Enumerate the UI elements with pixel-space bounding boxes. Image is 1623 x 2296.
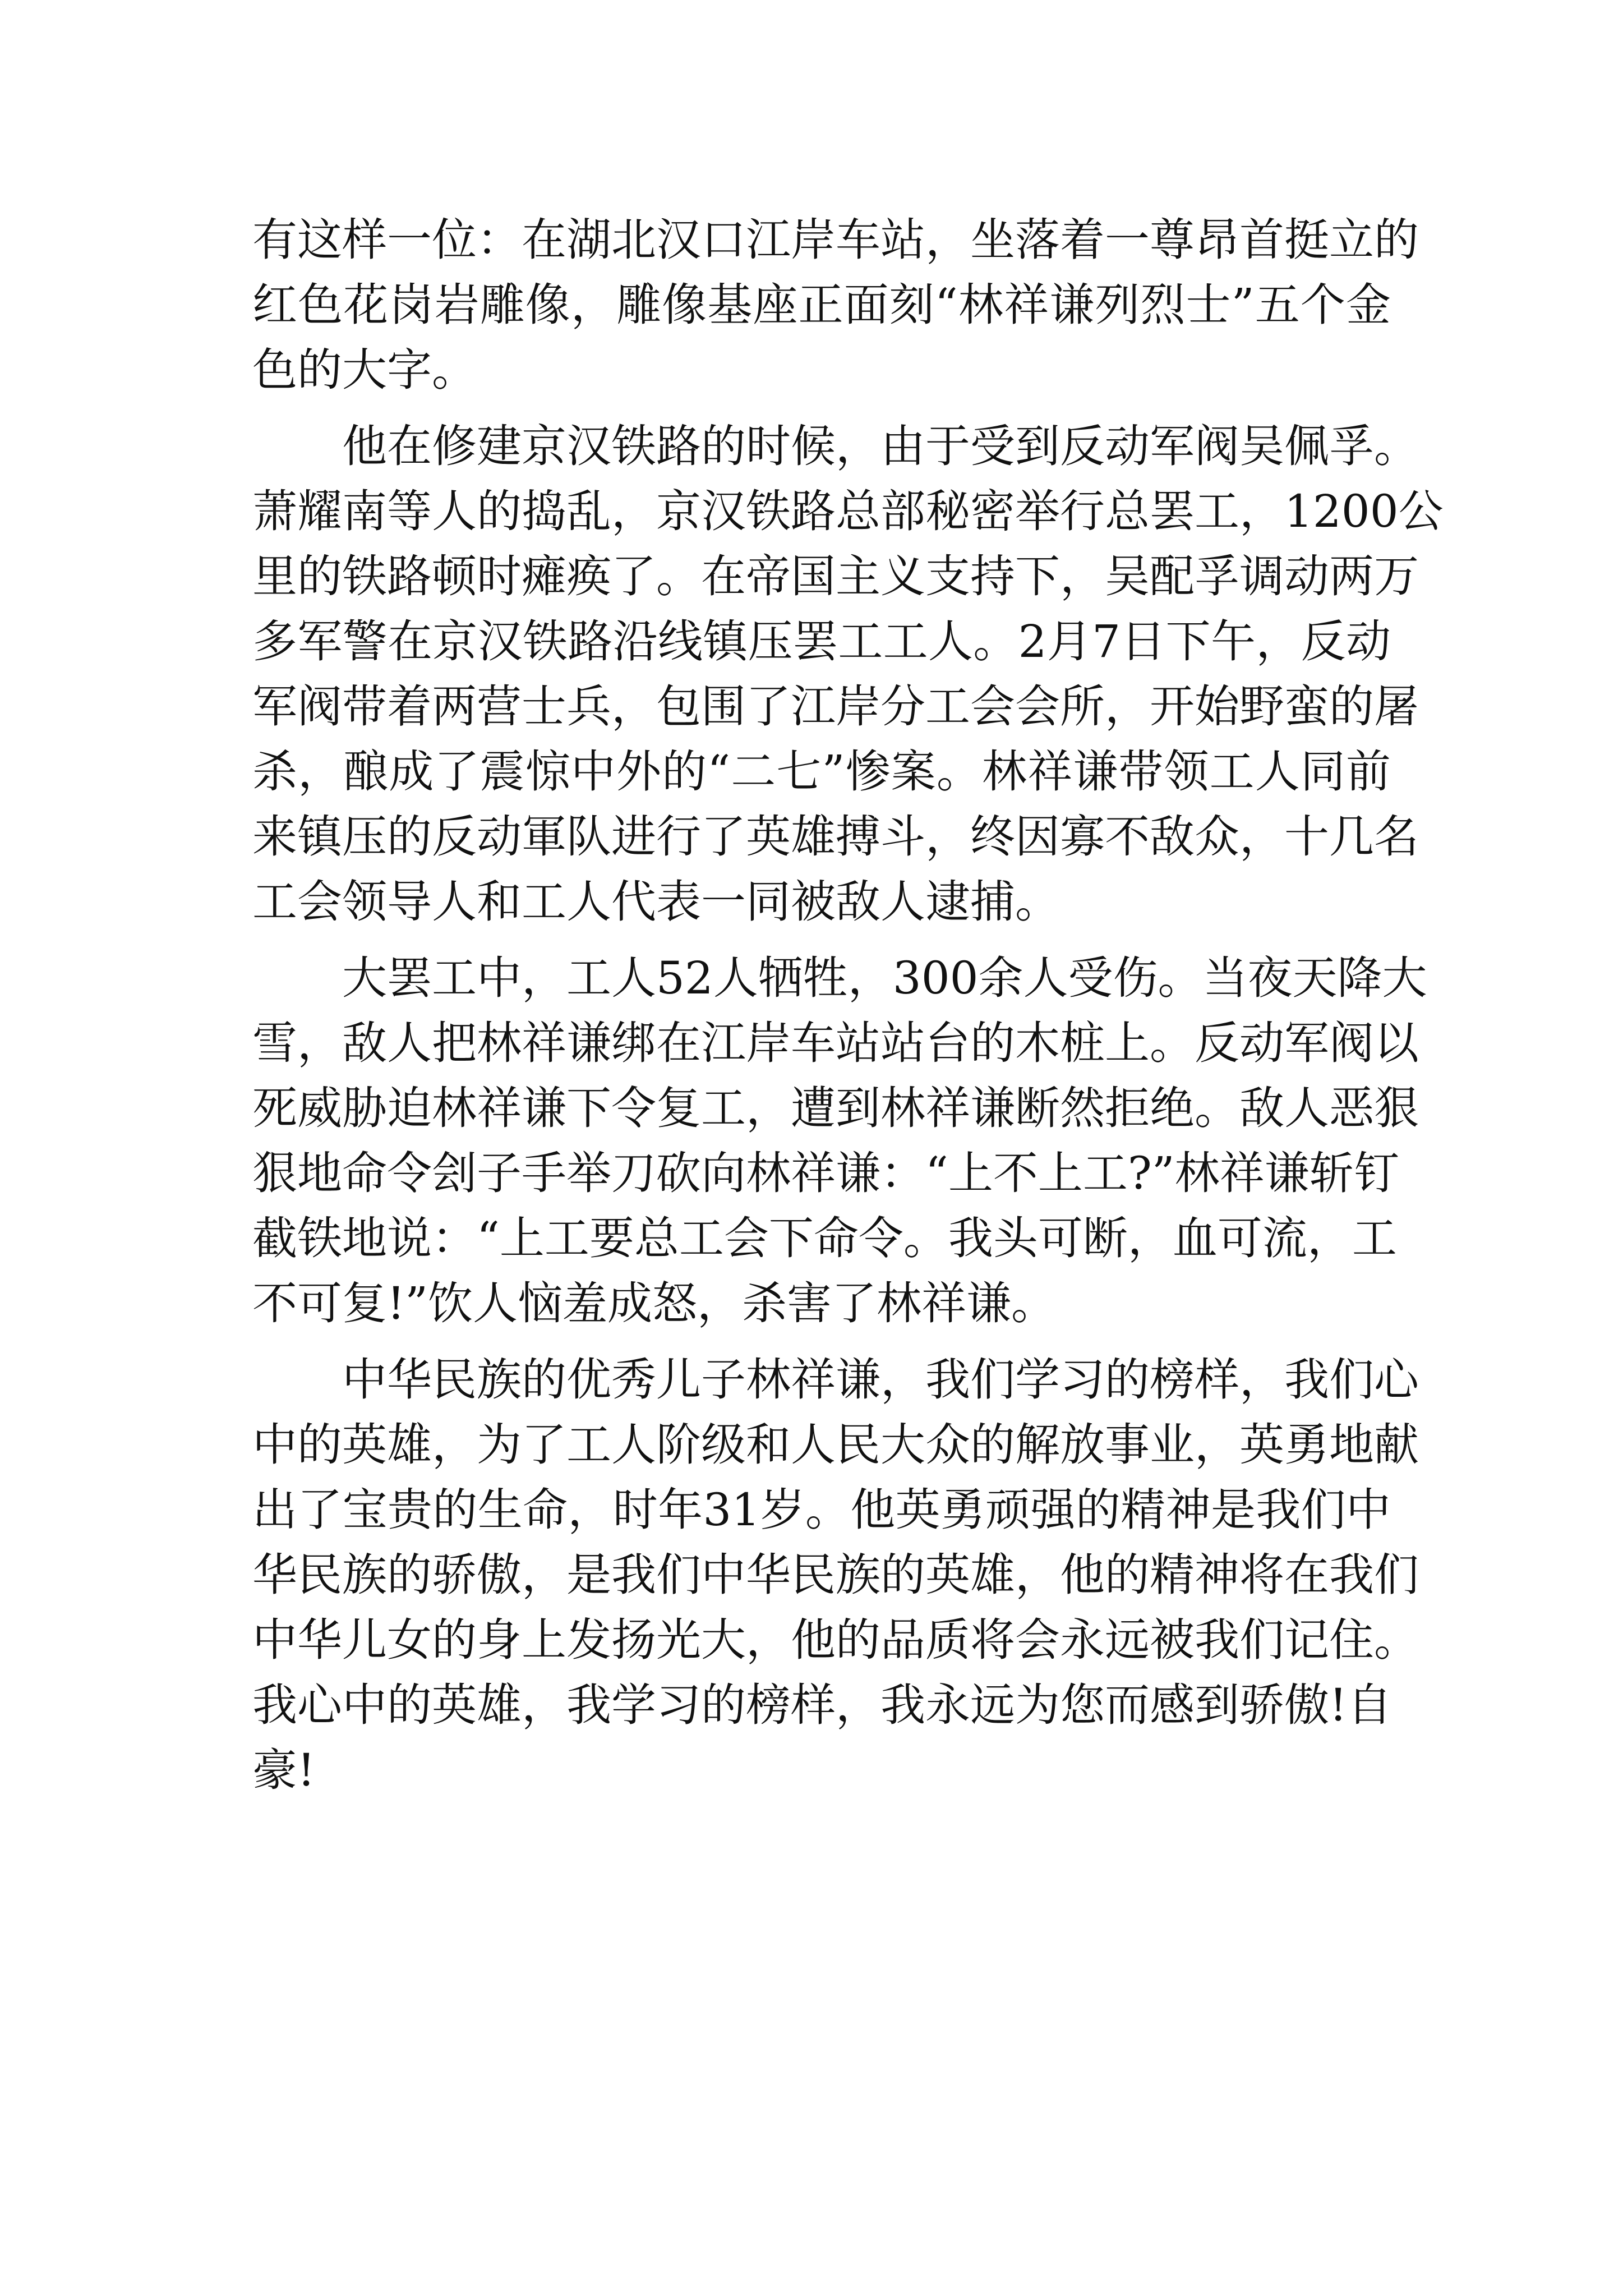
paragraph-first-line: 大罢工中，工人52人牺牲，300余人受伤。当夜天降大 — [342, 952, 1427, 1004]
text-line: 杀，酿成了震惊中外的“二七”惨案。林祥谦带领工人同前 — [252, 746, 1391, 798]
text-line: 雪，敌人把林祥谦绑在江岸车站站台的木桩上。反动军阀以 — [252, 1017, 1419, 1069]
text-line: 色的大字。 — [252, 344, 477, 396]
text-line: 死威胁迫林祥谦下令复工，遭到林祥谦断然拒绝。敌人恶狠 — [252, 1082, 1419, 1134]
text-line: 截铁地说：“上工要总工会下命令。我头可断，血可流，工 — [252, 1212, 1397, 1264]
text-line: 红色花岗岩雕像，雕像基座正面刻“林祥谦列烈士”五个金 — [252, 279, 1391, 331]
text-line: 不可复!”饮人恼羞成怒，杀害了林祥谦。 — [252, 1277, 1057, 1329]
text-line: 狠地命令刽子手举刀砍向林祥谦：“上不上工?”林祥谦斩钉 — [252, 1147, 1399, 1199]
text-line: 萧耀南等人的捣乱，京汉铁路总部秘密举行总罢工，1200公 — [252, 485, 1444, 537]
text-line: 出了宝贵的生命，时年31岁。他英勇顽强的精神是我们中 — [252, 1484, 1391, 1536]
text-line: 军阀带着两营士兵，包围了江岸分工会会所，开始野蛮的屠 — [252, 680, 1419, 733]
text-line: 工会领导人和工人代表一同被敌人逮捕。 — [252, 876, 1060, 928]
text-line: 华民族的骄傲，是我们中华民族的英雄，他的精神将在我们 — [252, 1549, 1419, 1601]
text-line: 有这样一位：在湖北汉口江岸车站，坐落着一尊昂首挺立的 — [252, 214, 1419, 266]
text-line: 里的铁路顿时瘫痪了。在帝国主义支持下，吴配孚调动两万 — [252, 550, 1419, 602]
paragraph-first-line: 中华民族的优秀儿子林祥谦，我们学习的榜样，我们心 — [342, 1354, 1419, 1406]
text-line: 中的英雄，为了工人阶级和人民大众的解放事业，英勇地献 — [252, 1419, 1419, 1471]
document-page — [252, 208, 1444, 1803]
text-line: 我心中的英雄，我学习的榜样，我永远为您而感到骄傲!自 — [252, 1679, 1393, 1731]
text-line: 豪! — [252, 1744, 316, 1796]
paragraph-first-line: 他在修建京汉铁路的时候，由于受到反动军阀吴佩孚。 — [342, 420, 1419, 472]
text-line: 中华儿女的身上发扬光大，他的品质将会永远被我们记住。 — [252, 1614, 1419, 1666]
text-line: 多军警在京汉铁路沿线镇压罢工工人。2月7日下午，反动 — [252, 615, 1391, 668]
text-line: 来镇压的反动軍队进行了英雄搏斗，终因寡不敌众，十几名 — [252, 811, 1419, 863]
